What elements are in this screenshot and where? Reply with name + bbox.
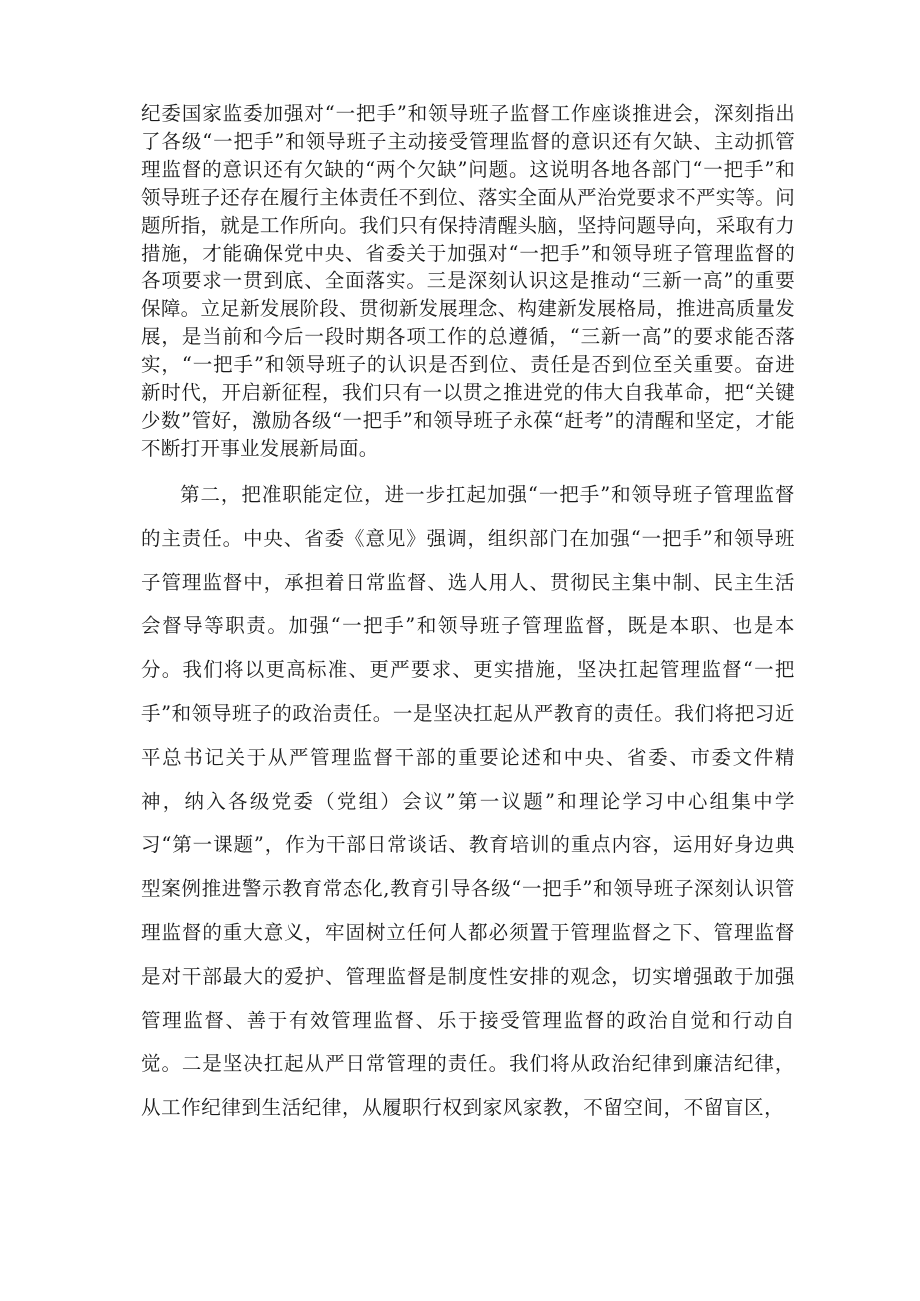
paragraph-section-two: 第二，把准职能定位，进一步扛起加强“一把手”和领导班子管理监督的主责任。中央、省委《意见》强调，组织部门在加强“一把手”和领导班子管理监督中，承担着日常监督、选人用人、贯彻民主集中制、民主生活会督导等职责。加强“一把手”和领导班子管理监督，既是本职、也是本分。我们将以更高标准、更严要求、更实措施，坚决扛起管理监督“一把手”和领导班子的政治责任。一是坚决扛起从严教育的责任。我们将把习近平总书记关于从严管理监督干部的重要论述和中央、省委、市委文件精神，纳入各级党委（党组）会议”第一议题”和理论学习中心组集中学习“第一课题”，作为干部日常谈话、教育培训的重点内容，运用好身边典型案例推进警示教育常态化,教育引导各级“一把手”和领导班子深刻认识管理监督的重大意义，牢固树立任何人都必须置于管理监督之下、管理监督是对干部最大的爱护、管理监督是制度性安排的观念，切实增强敢于加强管理监督、善于有效管理监督、乐于接受管理监督的政治自觉和行动自觉。二是坚决扛起从严日常管理的责任。我们将从政治纪律到廉洁纪律，从工作纪律到生活纪律，从履职行权到家风家教，不留空间，不留盲区， [141,483,795,1120]
paragraph-continued: 纪委国家监委加强对“一把手”和领导班子监督工作座谈推进会，深刻指出了各级“一把手”和领导班子主动接受管理监督的意识还有欠缺、主动抓管理监督的意识还有欠缺的“两个欠缺”问题。这说明各地各部门“一把手”和领导班子还存在履行主体责任不到位、落实全面从严治党要求不严实等。问题所指，就是工作所向。我们只有保持清醒头脑，坚持问题导向，采取有力措施，才能确保党中央、省委关于加强对“一把手”和领导班子管理监督的各项要求一贯到底、全面落实。三是深刻认识这是推动“三新一高”的重要保障。立足新发展阶段、贯彻新发展理念、构建新发展格局，推进高质量发展，是当前和今后一段时期各项工作的总遵循，“三新一高”的要求能否落实，“一把手”和领导班子的认识是否到位、责任是否到位至关重要。奋进新时代，开启新征程，我们只有一以贯之推进党的伟大自我革命，把“关键少数”管好，激励各级“一把手”和领导班子永葆“赶考”的清醒和坚定，才能不断打开事业发展新局面。 [141,102,795,460]
